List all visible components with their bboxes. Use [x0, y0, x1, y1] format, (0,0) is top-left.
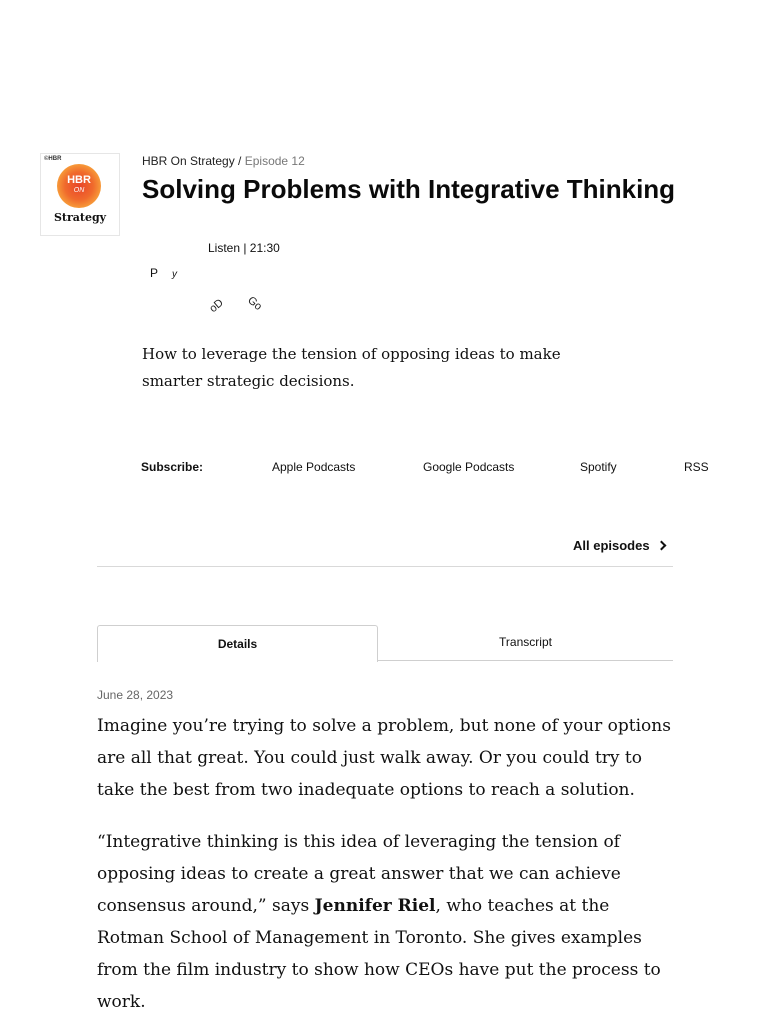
- subscribe-apple-podcasts-link[interactable]: Apple Podcasts: [272, 460, 356, 474]
- article-paragraph-1: Imagine you’re trying to solve a problem, but none of your options are all that great. You could just walk away. Or you could try to take the best from two inadequate options to reach a solution.: [97, 716, 671, 800]
- tab-details[interactable]: Details: [97, 625, 378, 662]
- publish-date: June 28, 2023: [97, 688, 174, 702]
- page-title: Solving Problems with Integrative Thinking: [142, 174, 676, 204]
- podcast-cover-art: [40, 153, 120, 236]
- play-glyph-1: P: [150, 266, 159, 280]
- breadcrumb-show-link[interactable]: HBR On Strategy: [142, 154, 235, 168]
- paragraph-2-lead: “Integrative thinking is this idea of leveraging the tension of opposing ideas to create a great answer that we can achieve consensus around,” says: [97, 832, 621, 916]
- subscribe-google-podcasts-link[interactable]: Google Podcasts: [423, 460, 515, 474]
- tab-transcript[interactable]: Transcript: [378, 625, 673, 661]
- subscribe-spotify-link[interactable]: Spotify: [580, 460, 617, 474]
- all-episodes-label: All episodes: [573, 538, 650, 553]
- skip-forward-icon[interactable]: Go: [245, 294, 265, 313]
- listen-duration: Listen | 21:30: [208, 241, 280, 255]
- cover-tag: ©HBR: [44, 156, 62, 162]
- guest-name: Jennifer Riel: [314, 896, 436, 916]
- breadcrumb-separator: /: [234, 154, 245, 168]
- skip-back-icon[interactable]: oD: [207, 296, 226, 316]
- cover-badge-top: HBR: [67, 174, 91, 186]
- cover-badge: [57, 164, 101, 208]
- cover-word: Strategy: [53, 211, 107, 224]
- paragraph-2-rest: , who teaches at the Rotman School of Management in Toronto. She gives examples from the film industry to show how CEOs have put the process to work.: [97, 896, 661, 1012]
- breadcrumb-episode: Episode 12: [244, 154, 305, 168]
- subscribe-rss-link[interactable]: RSS: [684, 460, 709, 474]
- all-episodes-link[interactable]: [573, 538, 665, 553]
- subscribe-label: Subscribe:: [141, 460, 204, 474]
- cover-badge-bottom: ON: [73, 187, 85, 194]
- play-icon[interactable]: [150, 264, 190, 282]
- section-divider: [97, 566, 673, 567]
- article-paragraph-2: [97, 826, 677, 1018]
- play-glyph-2: y: [172, 269, 178, 280]
- chevron-right-icon: [656, 541, 666, 551]
- breadcrumb: [142, 154, 305, 168]
- episode-summary: How to leverage the tension of opposing ideas to make smarter strategic decisions.: [142, 345, 561, 390]
